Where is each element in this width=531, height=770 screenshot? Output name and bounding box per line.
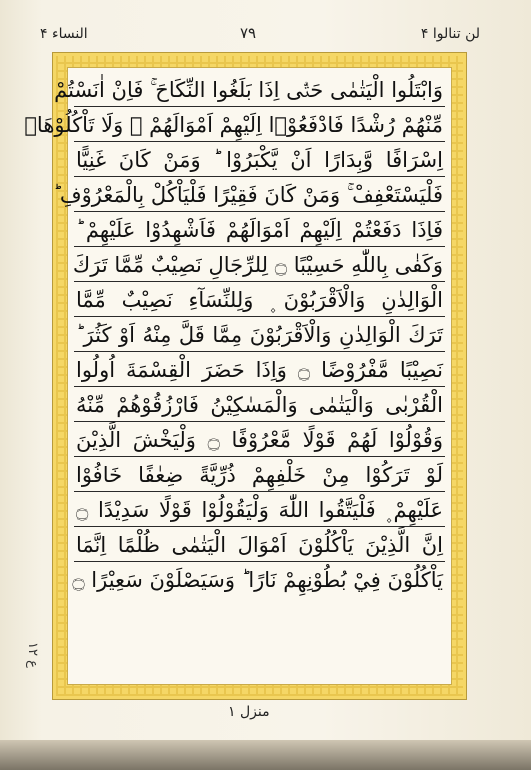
line-rule: [74, 246, 445, 247]
verse-line: الْقُرْبٰى وَالْيَتٰمٰى وَالْمَسٰكِيْنُ فَارْزُقُوْهُمْ مِّنْهُ: [76, 393, 443, 417]
manzil-footer: منزل ۱: [228, 704, 270, 720]
line-rule: [74, 456, 445, 457]
verse-line: وَابْتَلُوا الْيَتٰمٰى حَتّٰۤى اِذَا بَلَغُوا النِّكَاحَ ۚ فَاِنْ اٰنَسْتُمْ: [54, 78, 443, 102]
line-rule: [74, 421, 445, 422]
verse-line: اِسْرَافًا وَّبِدَارًا اَنْ يَّكْبَرُوْا ؕ وَمَنْ كَانَ غَنِيًّا: [76, 148, 443, 172]
verse-line: نَصِيْبًا مَّفْرُوْضًا ۝ وَاِذَا حَضَرَ الْقِسْمَةَ اُولُوا: [76, 358, 443, 382]
verse-line: الْوَالِدٰنِ وَالْاَقْرَبُوْنَ ۪ وَلِلنِّسَآءِ نَصِيْبٌ مِّمَّا: [76, 288, 443, 312]
page-header: [40, 22, 480, 46]
verse-line: لَوْ تَرَكُوْا مِنْ خَلْفِهِمْ ذُرِّيَّةً ضِعٰفًا خَافُوْا: [76, 463, 443, 487]
verse-line: تَرَكَ الْوَالِدٰنِ وَالْاَقْرَبُوْنَ مِمَّا قَلَّ مِنْهُ اَوْ كَثُرَ ؕ: [76, 323, 443, 347]
line-rule: [74, 386, 445, 387]
line-rule: [74, 351, 445, 352]
line-rule: [74, 281, 445, 282]
juz-name: لن تنالوا ۴: [420, 26, 480, 42]
verse-line: فَاِذَا دَفَعْتُمْ اِلَيْهِمْ اَمْوَالَهُمْ فَاَشْهِدُوْا عَلَيْهِمْ ؕ: [76, 218, 443, 242]
line-rule: [74, 316, 445, 317]
verse-line: اِنَّ الَّذِيْنَ يَاْكُلُوْنَ اَمْوَالَ الْيَتٰمٰى ظُلْمًا اِنَّمَا: [76, 533, 443, 557]
surah-name: النساء ۴: [40, 26, 88, 42]
verse-line: عَلَيْهِمْ ۪ فَلْيَتَّقُوا اللّٰهَ وَلْيَقُوْلُوْا قَوْلًا سَدِيْدًا ۝: [76, 498, 443, 522]
verse-line: وَقُوْلُوْا لَهُمْ قَوْلًا مَّعْرُوْفًا ۝ وَلْيَخْشَ الَّذِيْنَ: [76, 428, 443, 452]
line-rule: [74, 176, 445, 177]
verse-line: مِّنْهُمْ رُشْدًا فَادْفَعُوْۤا اِلَيْهِمْ اَمْوَالَهُمْ ۚ وَلَا تَاْكُلُوْهَاۤ: [24, 113, 443, 137]
line-rule: [74, 141, 445, 142]
verse-line: وَكَفٰى بِاللّٰهِ حَسِيْبًا ۝ لِلرِّجَالِ نَصِيْبٌ مِّمَّا تَرَكَ: [72, 253, 443, 277]
verse-line: فَلْيَسْتَعْفِفْ ۚ وَمَنْ كَانَ فَقِيْرًا فَلْيَاْكُلْ بِالْمَعْرُوْفِ ؕ: [53, 183, 443, 207]
line-rule: [74, 561, 445, 562]
book-spine-shadow: [0, 740, 531, 770]
page-number: ۷۹: [240, 24, 257, 42]
verse-line: يَاْكُلُوْنَ فِيْ بُطُوْنِهِمْ نَارًا ؕ وَسَيَصْلَوْنَ سَعِيْرًا ۝: [72, 568, 443, 592]
line-rule: [74, 211, 445, 212]
line-rule: [74, 526, 445, 527]
ruku-marker: ع ۱۲: [25, 642, 40, 668]
line-rule: [74, 491, 445, 492]
line-rule: [74, 106, 445, 107]
